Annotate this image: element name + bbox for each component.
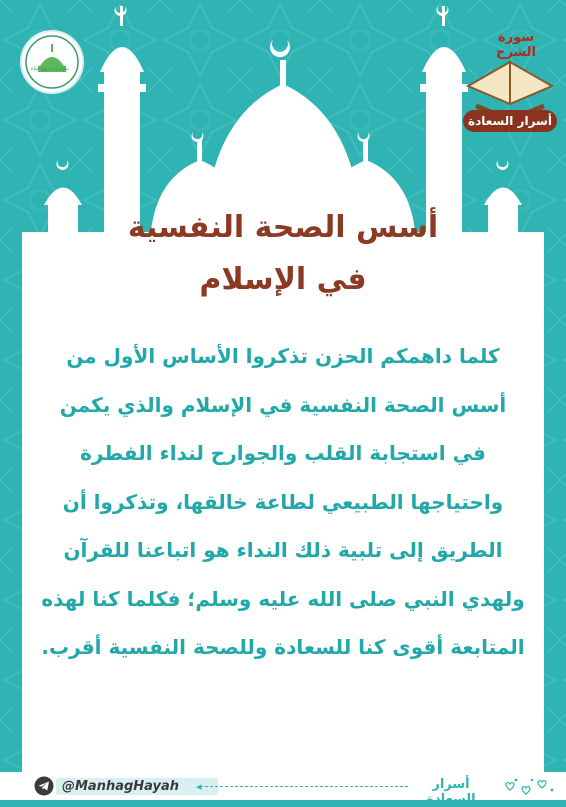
post-title: أسس الصحة النفسية	[127, 210, 439, 245]
footer-brand: أسرار السعادة	[426, 777, 476, 807]
mosque-logo-icon	[22, 32, 82, 92]
series-badge: أسرار السعادة	[463, 110, 557, 132]
post-subtitle: في الإسلام	[199, 262, 367, 297]
arrow-left-icon: ◂	[196, 780, 202, 793]
surah-name: سورة الشرح	[495, 30, 537, 60]
post-body: كلما داهمكم الحزن تذكروا الأساس الأول من أسس الصحة النفسية في الإسلام والذي يكمن في استجابة القلب والجوارح لنداء الفطرة واحتياجها الطبيعي لطاعة خالقها، وتذكروا أن الطريق إلى تلبية ذلك النداء هو اتباعنا للقرآن ولهدي النبي صلى الله عليه وسلم؛ فكلما كنا لهذه المتابعة أقوى كنا للسعادة وللصحة النفسية أقرب.	[41, 344, 525, 659]
logo-caption: تيليجرام منهج حياة	[30, 66, 70, 72]
footer-divider	[200, 786, 408, 787]
telegram-icon[interactable]	[34, 776, 54, 796]
channel-handle[interactable]: @ManhagHayah	[56, 778, 218, 795]
hearts-decoration-icon	[498, 776, 560, 798]
channel-logo	[20, 30, 84, 94]
